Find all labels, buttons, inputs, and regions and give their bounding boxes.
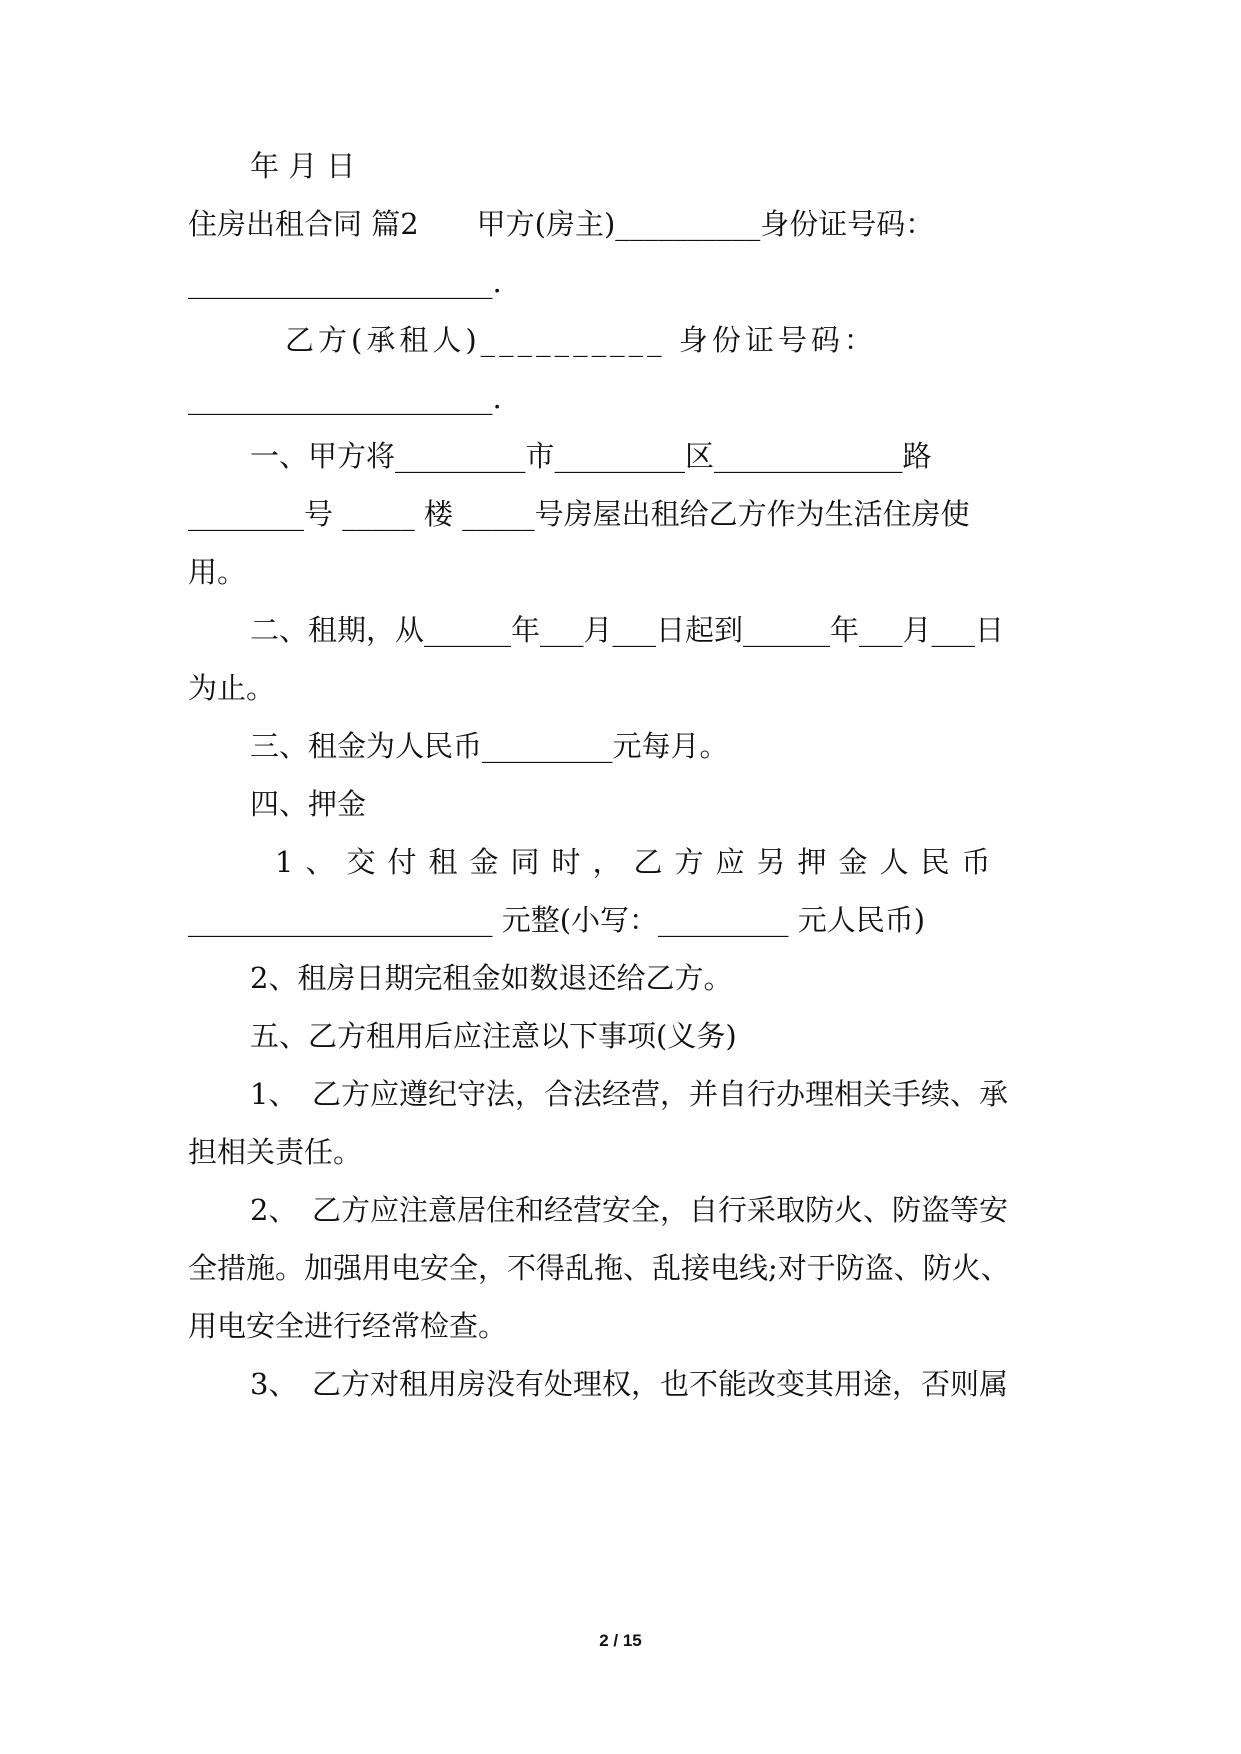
page-number: 2 / 15 <box>599 1631 642 1650</box>
clause-5-item-3-line-1: 3、 乙方对租用房没有处理权，也不能改变其用途，否则属 <box>250 1367 1008 1401</box>
clause-4-item-1-line-2: _____________________ 元整(小写：_________ 元人民币) <box>188 903 926 937</box>
party-b-line: 乙方(承租人)__________ 身份证号码： <box>285 323 877 357</box>
clause-5-item-2-line-1: 2、 乙方应注意居住和经营安全，自行采取防火、防盗等安 <box>250 1193 1008 1227</box>
clause-5-item-1-line-2: 担相关责任。 <box>188 1135 363 1169</box>
clause-1-line-2: ________号 _____ 楼 _____号房屋出租给乙方作为生活住房使 <box>188 497 970 531</box>
clause-2-line-1: 二、租期，从______年___月___日起到______年___月___日 <box>250 613 1005 647</box>
clause-5-heading: 五、乙方租用后应注意以下事项(义务) <box>250 1019 737 1053</box>
clause-5-item-2-line-3: 用电安全进行经常检查。 <box>188 1309 508 1343</box>
clause-4-item-1-line-1: 1、交付租金同时，乙方应另押金人民币 <box>275 845 1003 879</box>
clause-3-line: 三、租金为人民币_________元每月。 <box>250 729 729 763</box>
clause-4-item-2-line: 2、租房日期完租金如数退还给乙方。 <box>250 961 733 995</box>
date-line: 年 月 日 <box>250 149 356 183</box>
clause-1-line-1: 一、甲方将_________市_________区_____________路 <box>250 439 932 473</box>
clause-4-heading: 四、押金 <box>250 787 367 821</box>
party-a-id-blank-line: _____________________. <box>188 265 502 299</box>
clause-1-line-3: 用。 <box>188 555 247 589</box>
contract-title-party-a-line: 住房出租合同 篇2 甲方(房主)__________身份证号码： <box>188 207 935 241</box>
clause-2-line-2: 为止。 <box>188 671 276 705</box>
party-b-id-blank-line: _____________________. <box>188 381 502 415</box>
clause-5-item-1-line-1: 1、 乙方应遵纪守法，合法经营，并自行办理相关手续、承 <box>250 1077 1008 1111</box>
clause-5-item-2-line-2: 全措施。加强用电安全，不得乱拖、乱接电线;对于防盗、防火、 <box>188 1251 1010 1285</box>
